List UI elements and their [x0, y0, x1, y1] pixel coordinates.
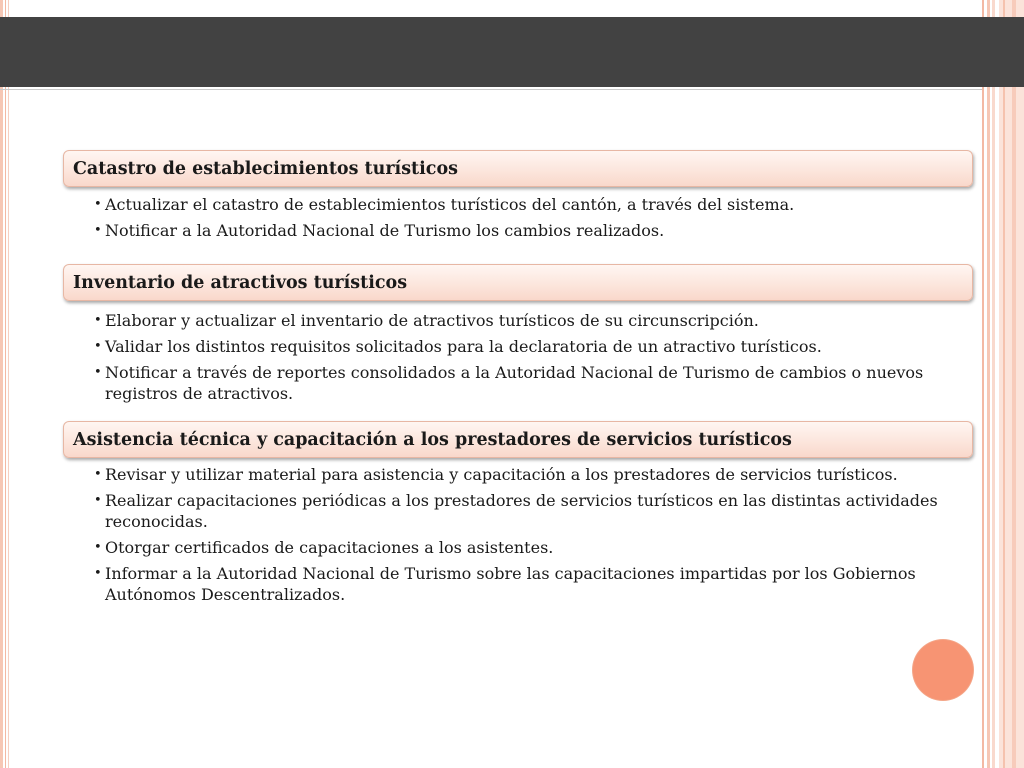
list-item: • Revisar y utilizar material para asistencia y capacitación a los prestadores de servicios turísticos. [80, 464, 965, 485]
list-item: • Actualizar el catastro de establecimientos turísticos del cantón, a través del sistema. [80, 194, 965, 215]
right-decor-stripe [1012, 0, 1016, 768]
right-decor-stripe [987, 0, 990, 768]
section-header-catastro [63, 150, 973, 187]
section-title: Asistencia técnica y capacitación a los prestadores de servicios turísticos [73, 429, 792, 450]
section-list-inventario [80, 310, 965, 409]
left-decor-stripe [5, 0, 6, 768]
list-item: • Validar los distintos requisitos solicitados para la declaratoria de un atractivo turísticos. [80, 336, 965, 357]
right-decor-stripe [982, 0, 984, 768]
section-title: Catastro de establecimientos turísticos [73, 158, 458, 179]
title-divider [0, 89, 982, 90]
list-item: • Elaborar y actualizar el inventario de atractivos turísticos de su circunscripción. [80, 310, 965, 331]
slide-title-bar [0, 17, 1024, 87]
section-header-inventario [63, 264, 973, 301]
list-item: • Notificar a la Autoridad Nacional de Turismo los cambios realizados. [80, 220, 965, 241]
decorative-circle [913, 640, 973, 700]
left-decor-stripe [8, 0, 9, 768]
list-item: • Informar a la Autoridad Nacional de Turismo sobre las capacitaciones impartidas por los Gobiernos Autónomos Descentralizados. [80, 563, 965, 605]
section-header-asistencia [63, 421, 973, 458]
section-title: Inventario de atractivos turísticos [73, 272, 408, 293]
list-item: • Otorgar certificados de capacitaciones a los asistentes. [80, 537, 965, 558]
section-list-asistencia [80, 464, 965, 610]
right-decor-stripe [1003, 0, 1005, 768]
left-decor-stripe [0, 0, 3, 768]
section-list-catastro [80, 194, 965, 246]
right-decor-stripe [992, 0, 995, 768]
list-item: • Realizar capacitaciones periódicas a los prestadores de servicios turísticos en las distintas actividades reconocidas. [80, 490, 965, 532]
list-item: • Notificar a través de reportes consolidados a la Autoridad Nacional de Turismo de cambios o nuevos registros de atractivos. [80, 362, 965, 404]
